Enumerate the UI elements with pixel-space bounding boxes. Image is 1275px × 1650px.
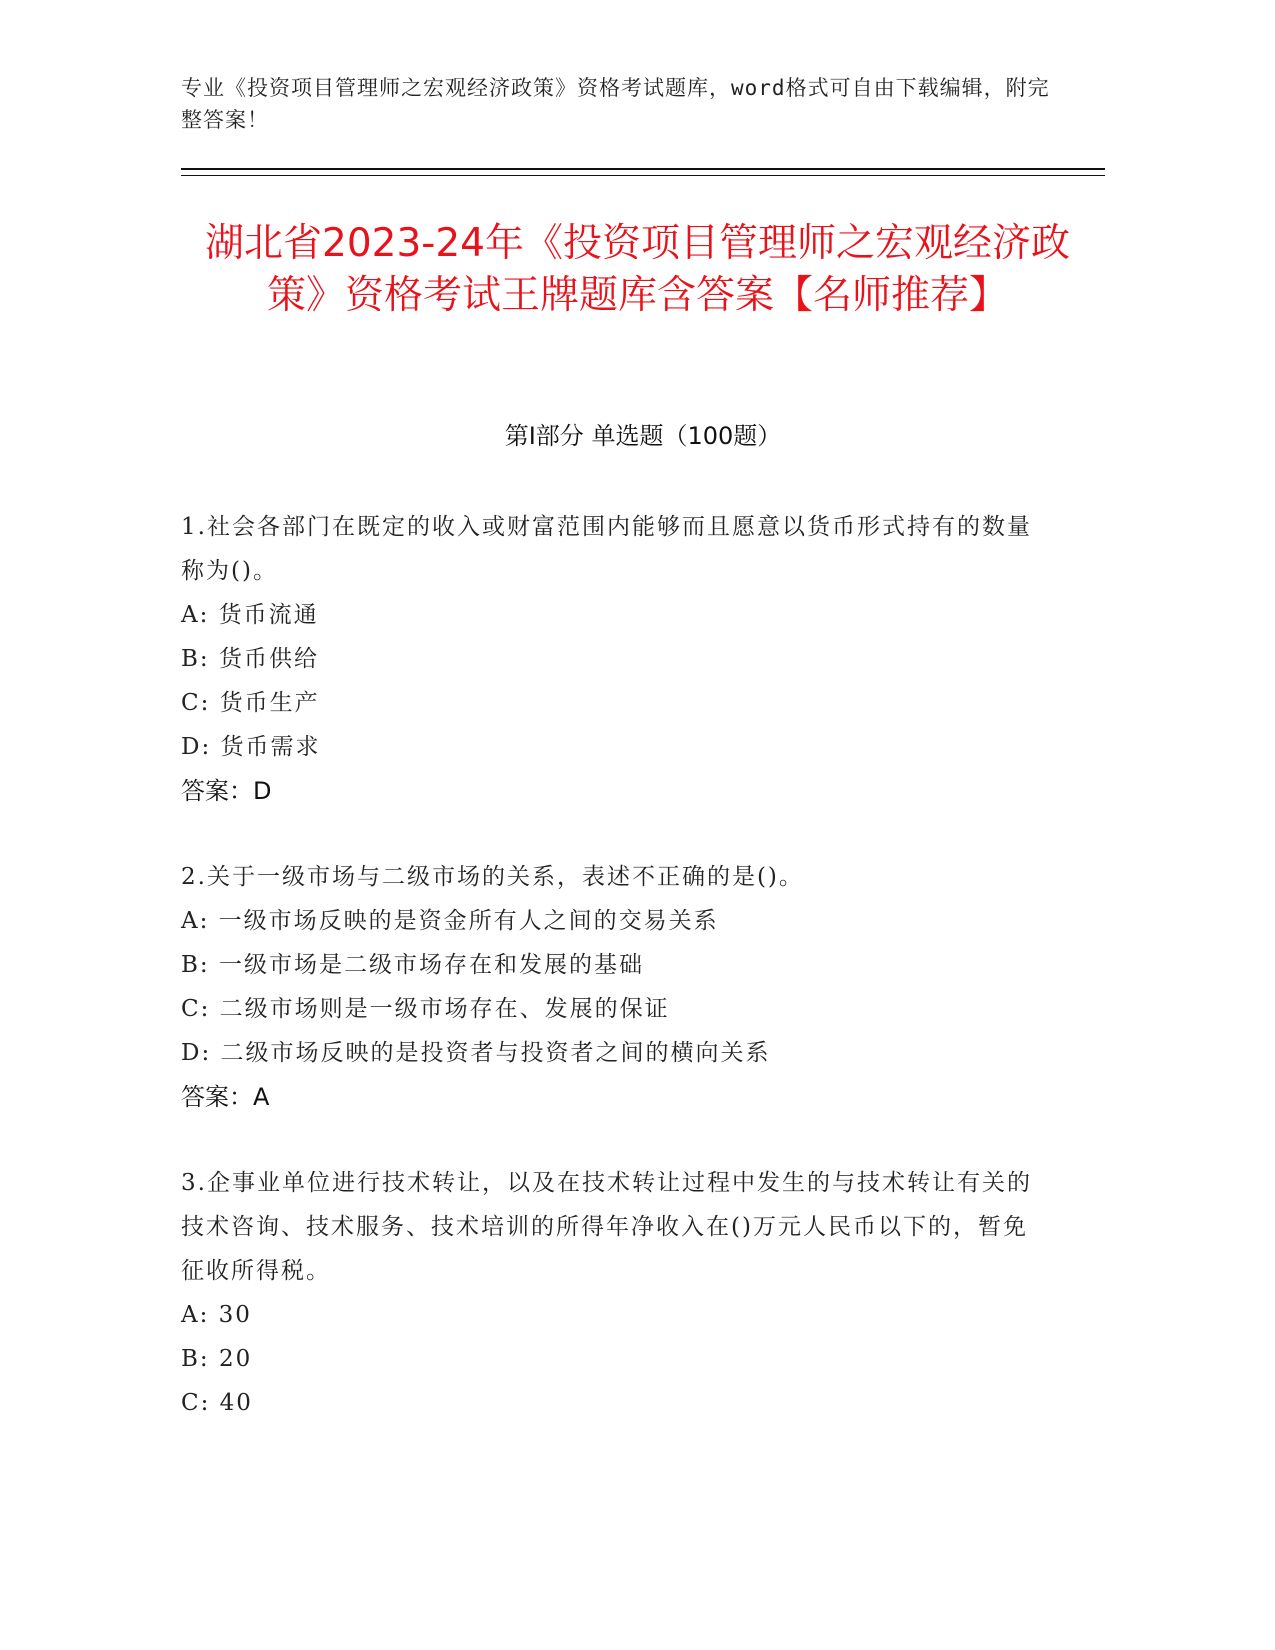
option-a: A: 货币流通 <box>181 602 319 628</box>
option-d: D: 货币需求 <box>181 734 321 760</box>
option-a: A: 一级市场反映的是资金所有人之间的交易关系 <box>181 908 719 934</box>
section-title: 第Ⅰ部分 单选题（100题） <box>504 422 782 450</box>
option-a: A: 30 <box>181 1302 252 1328</box>
option-c: C: 40 <box>181 1390 253 1416</box>
option-c: C: 货币生产 <box>181 690 320 716</box>
answer: 答案：A <box>181 1083 270 1111</box>
option-b: B: 20 <box>181 1346 253 1372</box>
question-1 <box>181 505 1041 813</box>
question-2 <box>181 855 1041 1119</box>
question-list <box>181 505 1041 1467</box>
question-stem: 3.企事业单位进行技术转让，以及在技术转让过程中发生的与技术转让有关的技术咨询、技术服务、技术培训的所得年净收入在()万元人民币以下的，暂免征收所得税。 <box>181 1170 1032 1284</box>
header-note: 专业《投资项目管理师之宏观经济政策》资格考试题库，word格式可自由下载编辑，附完整答案！ <box>181 76 1050 132</box>
answer: 答案：D <box>181 777 272 805</box>
question-stem: 1.社会各部门在既定的收入或财富范围内能够而且愿意以货币形式持有的数量称为()。 <box>181 514 1032 584</box>
document-title: 湖北省2023-24年《投资项目管理师之宏观经济政策》资格考试王牌题库含答案【名师推荐】 <box>205 221 1070 318</box>
option-c: C: 二级市场则是一级市场存在、发展的保证 <box>181 996 670 1022</box>
question-3 <box>181 1161 1041 1425</box>
option-d: D: 二级市场反映的是投资者与投资者之间的横向关系 <box>181 1040 771 1066</box>
option-b: B: 货币供给 <box>181 646 319 672</box>
question-stem: 2.关于一级市场与二级市场的关系，表述不正确的是()。 <box>181 864 804 890</box>
option-b: B: 一级市场是二级市场存在和发展的基础 <box>181 952 644 978</box>
header-divider-thick <box>181 168 1105 170</box>
header-divider-thin <box>181 175 1105 176</box>
